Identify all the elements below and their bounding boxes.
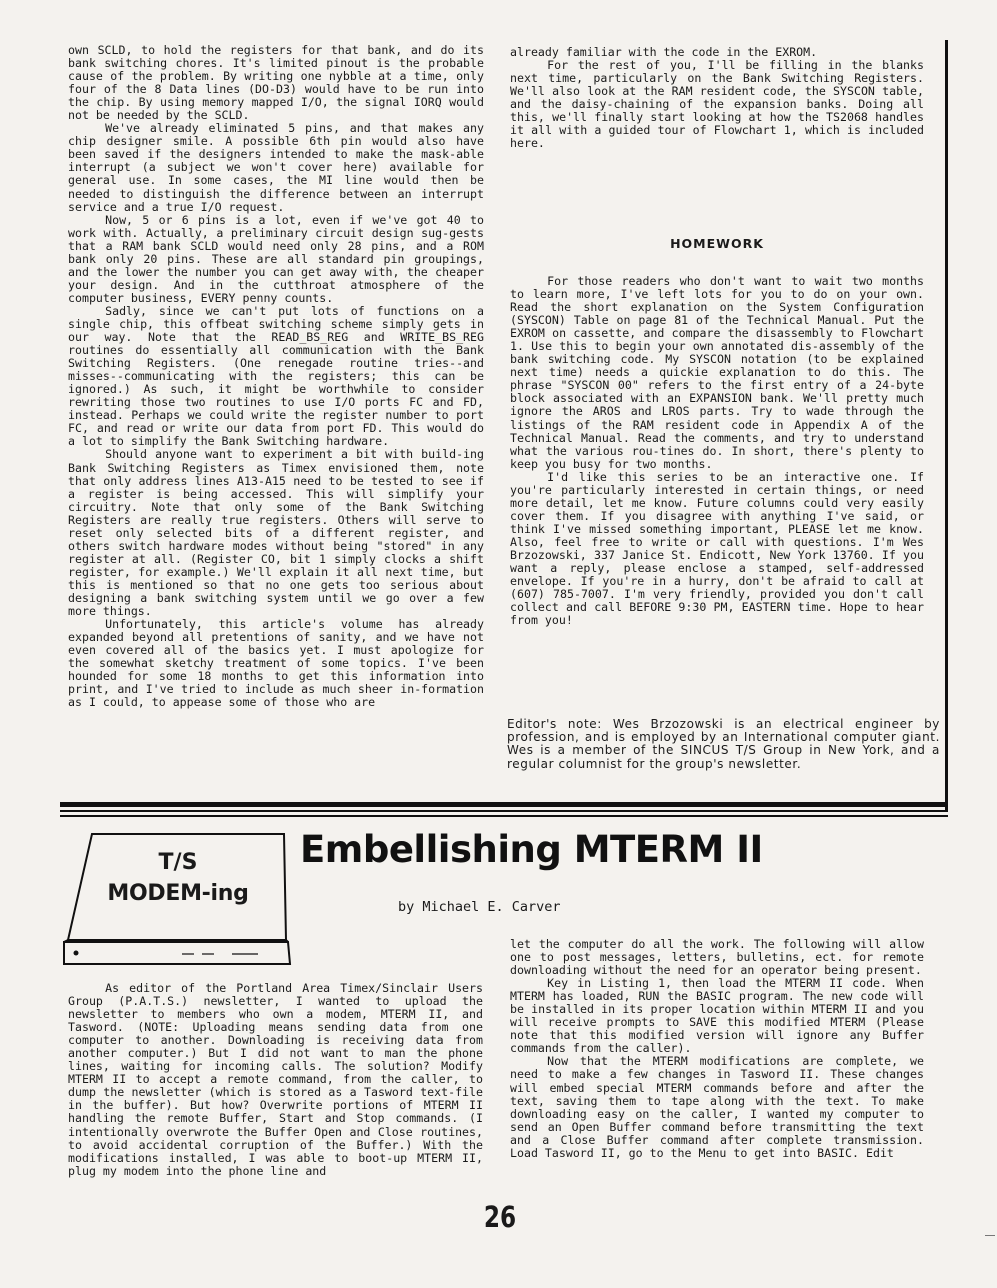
homework-heading: HOMEWORK	[670, 236, 764, 251]
divider-rule	[60, 810, 948, 812]
left-column-bottom	[68, 982, 483, 1178]
modem-logo	[62, 822, 294, 972]
logo-line-modem: MODEM-ing	[107, 881, 249, 906]
paragraph: For those readers who don't want to wait two months to learn more, I've left lots for you to do on your own. Read the short explanation on the System Configuration (SYSCON) Table on page 81 of the Technical Manual. Put the EXROM on cassette, and compare the disassembly to Flowchart 1. Use this to begin your own annotated dis-assembly of the bank switching code. My SYSCON notation (to be explained next time) needs a quickie explanation to do this. The phrase "SYSCON 00" refers to the first entry of a 24-byte block associated with an EXPANSION bank. We'll pretty much ignore the AROS and LROS parts. Try to wade through the listings of the RAM resident code in Appendix A of the Technical Manual. Read the comments, and try to understand what the various rou-tines do. In short, there's plenty to keep you busy for two months.	[510, 274, 924, 471]
paragraph: let the computer do all the work. The following will allow one to post messages, letters, bulletins, ect. for remote downloading without the need for an operator being present.	[510, 937, 924, 978]
right-column-top	[510, 46, 924, 150]
byline: by Michael E. Carver	[398, 899, 561, 915]
paragraph: Should anyone want to experiment a bit with build-ing Bank Switching Registers as Timex envisioned them, note that only address lines A13-A15 need to be tested to see if a register is being accessed. This will simplify your circuitry. Note that only some of the Bank Switching Registers are really true registers. Others will serve to reset only selected bits of a different register, and others switch hardware modes without being "stored" in any register at all. (Register CO, bit 1 simply clocks a shift register, for example.) We'll explain it all next time, but this is mentioned so that no one gets too serious about designing a bank switching system until we go over a few more things.	[68, 447, 484, 619]
paragraph: For the rest of you, I'll be filling in the blanks next time, particularly on the Bank Switching Registers. We'll also look at the RAM resident code, the SYSCON table, and the daisy-chaining of the expansion banks. Doing all this, we'll finally start looking at how the TS2068 handles it all with a guided tour of Flowchart 1, which is included here.	[510, 58, 924, 151]
margin-mark	[985, 1235, 995, 1236]
right-column-bottom	[510, 938, 924, 1160]
editor-note: Editor's note: Wes Brzozowski is an electrical engineer by profession, and is employed by an International computer giant. Wes is a member of the SINCUS T/S Group in New York, and a regular columnist for the group's newsletter.	[507, 717, 940, 771]
paragraph: Unfortunately, this article's volume has already expanded beyond all pretentions of sanity, and we have not even covered all of the basics yet. I must apologize for the somewhat sketchy treatment of some topics. I've been hounded for some 18 months to get this information into print, and I've tried to include as much sheer in-formation as I could, to appease some of those who are	[68, 617, 484, 710]
divider-rule	[60, 802, 948, 807]
paragraph: As editor of the Portland Area Timex/Sinclair Users Group (P.A.T.S.) newsletter, I wanted to upload the newsletter to members who own a modem, MTERM II, and Tasword. (NOTE: Uploading means sending data from one computer to another. Downloading is receiving data from another computer.) But I did not want to man the phone lines, waiting for incoming calls. The solution? Modify MTERM II to accept a remote command, from the caller, to dump the newsletter (which is stored as a Tasword text-file in the buffer). But how? Overwrite portions of MTERM II handling the remote Buffer, Start and Stop commands. (I intentionally overwrote the Buffer Open and Close routines, to avoid accidental corruption of the Buffer.) With the modifications installed, I was able to boot-up MTERM II, plug my modem into the phone line and	[68, 981, 483, 1178]
logo-line-ts: T/S	[158, 850, 198, 875]
homework-section	[510, 275, 924, 627]
paragraph: Now, 5 or 6 pins is a lot, even if we've got 40 to work with. Actually, a preliminary circuit design sug-gests that a RAM bank SCLD would need only 28 pins, and a ROM bank only 20 pins. These are all standard pin groupings, and the lower the number you can get away with, the cheaper your design. And in the cutthroat atmosphere of the computer business, EVERY penny counts.	[68, 212, 484, 305]
paragraph: Key in Listing 1, then load the MTERM II code. When MTERM has loaded, RUN the BASIC program. The new code will be installed in its proper location within MTERM II and you will receive prompts to SAVE this modified MTERM (Please note that this modified version will ignore any Buffer commands from the caller).	[510, 976, 924, 1056]
paragraph: Sadly, since we can't put lots of functions on a single chip, this offbeat switching scheme simply gets in our way. Note that the READ_BS_REG and WRITE_BS_REG routines do essentially all communication with the Bank Switching Registers. (One renegade routine tries--and misses--communicating with the registers; this can be ignored.) As such, it might be worthwhile to consider rewriting those two routines to use I/O ports FC and FD, instead. Perhaps we could write the register number to port FC, and read or write our data from port FD. This would do a lot to simplify the Bank Switching hardware.	[68, 303, 484, 449]
paragraph: Now that the MTERM modifications are complete, we need to make a few changes in Tasword II. These changes will embed special MTERM commands before and after the text, saving them to tape along with the text. To make downloading easy on the caller, I wanted my computer to send an Open Buffer command before transmitting the text and a Close Buffer command after complete transmission. Load Tasword II, go to the Menu to get into BASIC. Edit	[510, 1054, 924, 1160]
divider-rule	[60, 815, 948, 817]
box-border	[945, 40, 948, 810]
paragraph: already familiar with the code in the EXROM.	[510, 45, 818, 59]
page-number: 26	[483, 1200, 517, 1234]
article-title: Embellishing MTERM II	[300, 828, 763, 871]
paragraph: own SCLD, to hold the registers for that bank, and do its bank switching chores. It's limited pinout is the probable cause of the problem. By writing one nybble at a time, only four of the 8 Data lines (DO-D3) would have to be run into the chip. By using memory mapped I/O, the signal IORQ would not be needed by the SCLD.	[68, 43, 484, 123]
left-column-top	[68, 44, 484, 709]
paragraph: I'd like this series to be an interactive one. If you're particularly interested in certain things, or need more detail, let me know. Future columns could very easily cover them. If you disagree with anything I've said, or think I've missed something important, PLEASE let me know. Also, feel free to write or call with questions. I'm Wes Brzozowski, 337 Janice St. Endicott, New York 13760. If you want a reply, please enclose a stamped, self-addressed envelope. If you're in a hurry, don't be afraid to call at (607) 785-7007. I'm very friendly, provided you don't call collect and call BEFORE 9:30 PM, EASTERN time. Hope to hear from you!	[510, 469, 924, 628]
paragraph: We've already eliminated 5 pins, and that makes any chip designer smile. A possible 6th pin would also have been saved if the designers intended to make the mask-able interrupt (a subject we won't cover here) available for general use. In some cases, the MI line would then be needed to distinguish the difference between an interrupt service and a true I/O request.	[68, 121, 484, 214]
